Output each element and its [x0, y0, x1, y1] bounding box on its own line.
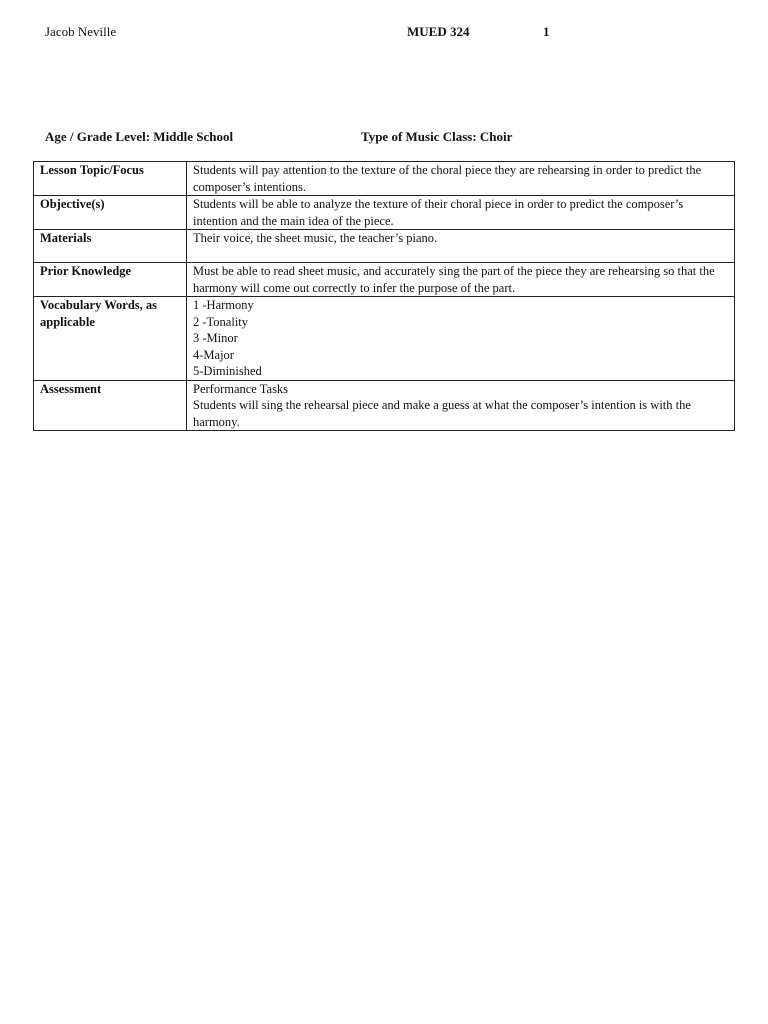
row-content — [187, 230, 735, 263]
row-text: Students will sing the rehearsal piece and make a guess at what the composer’s intention is with the harmony. — [193, 398, 691, 429]
vocab-item: 5-Diminished — [193, 364, 262, 378]
vocab-item: 3 -Minor — [193, 331, 238, 345]
table-row — [34, 230, 735, 263]
row-label: Vocabulary Words, as applicable — [34, 297, 187, 381]
table-row — [34, 297, 735, 381]
row-label: Materials — [34, 230, 187, 263]
row-label: Assessment — [34, 380, 187, 431]
table-row — [34, 263, 735, 297]
author-name: Jacob Neville — [45, 24, 117, 39]
grade-level-label: Age / Grade Level: Middle School — [45, 129, 234, 144]
lesson-plan-table — [33, 161, 735, 431]
course-code: MUED 324 — [407, 24, 470, 39]
row-text: Their voice, the sheet music, the teacher’s piano. — [193, 231, 438, 245]
row-label: Prior Knowledge — [34, 263, 187, 297]
row-label: Lesson Topic/Focus — [34, 162, 187, 196]
row-text: Must be able to read sheet music, and accurately sing the part of the piece they are rehearsing so that the harmony will come out correctly to infer the purpose of the part. — [193, 264, 715, 295]
row-content — [187, 297, 735, 381]
row-text: Performance Tasks — [193, 381, 289, 396]
table-row — [34, 196, 735, 230]
class-type-label: Type of Music Class: Choir — [361, 129, 513, 144]
row-content — [187, 162, 735, 196]
vocab-item: 2 -Tonality — [193, 314, 249, 329]
row-content — [187, 380, 735, 431]
row-content — [187, 196, 735, 230]
row-label: Objective(s) — [34, 196, 187, 230]
row-content — [187, 263, 735, 297]
vocab-item: 4-Major — [193, 347, 234, 362]
row-text: Students will be able to analyze the texture of their choral piece in order to predict the composer’s intention and the main idea of the piece. — [193, 197, 684, 228]
table-row — [34, 162, 735, 196]
row-text: Students will pay attention to the texture of the choral piece they are rehearsing in order to predict the composer’s intentions. — [193, 163, 702, 194]
table-row — [34, 380, 735, 431]
page-number: 1 — [543, 24, 550, 39]
vocab-item: 1 -Harmony — [193, 298, 254, 312]
